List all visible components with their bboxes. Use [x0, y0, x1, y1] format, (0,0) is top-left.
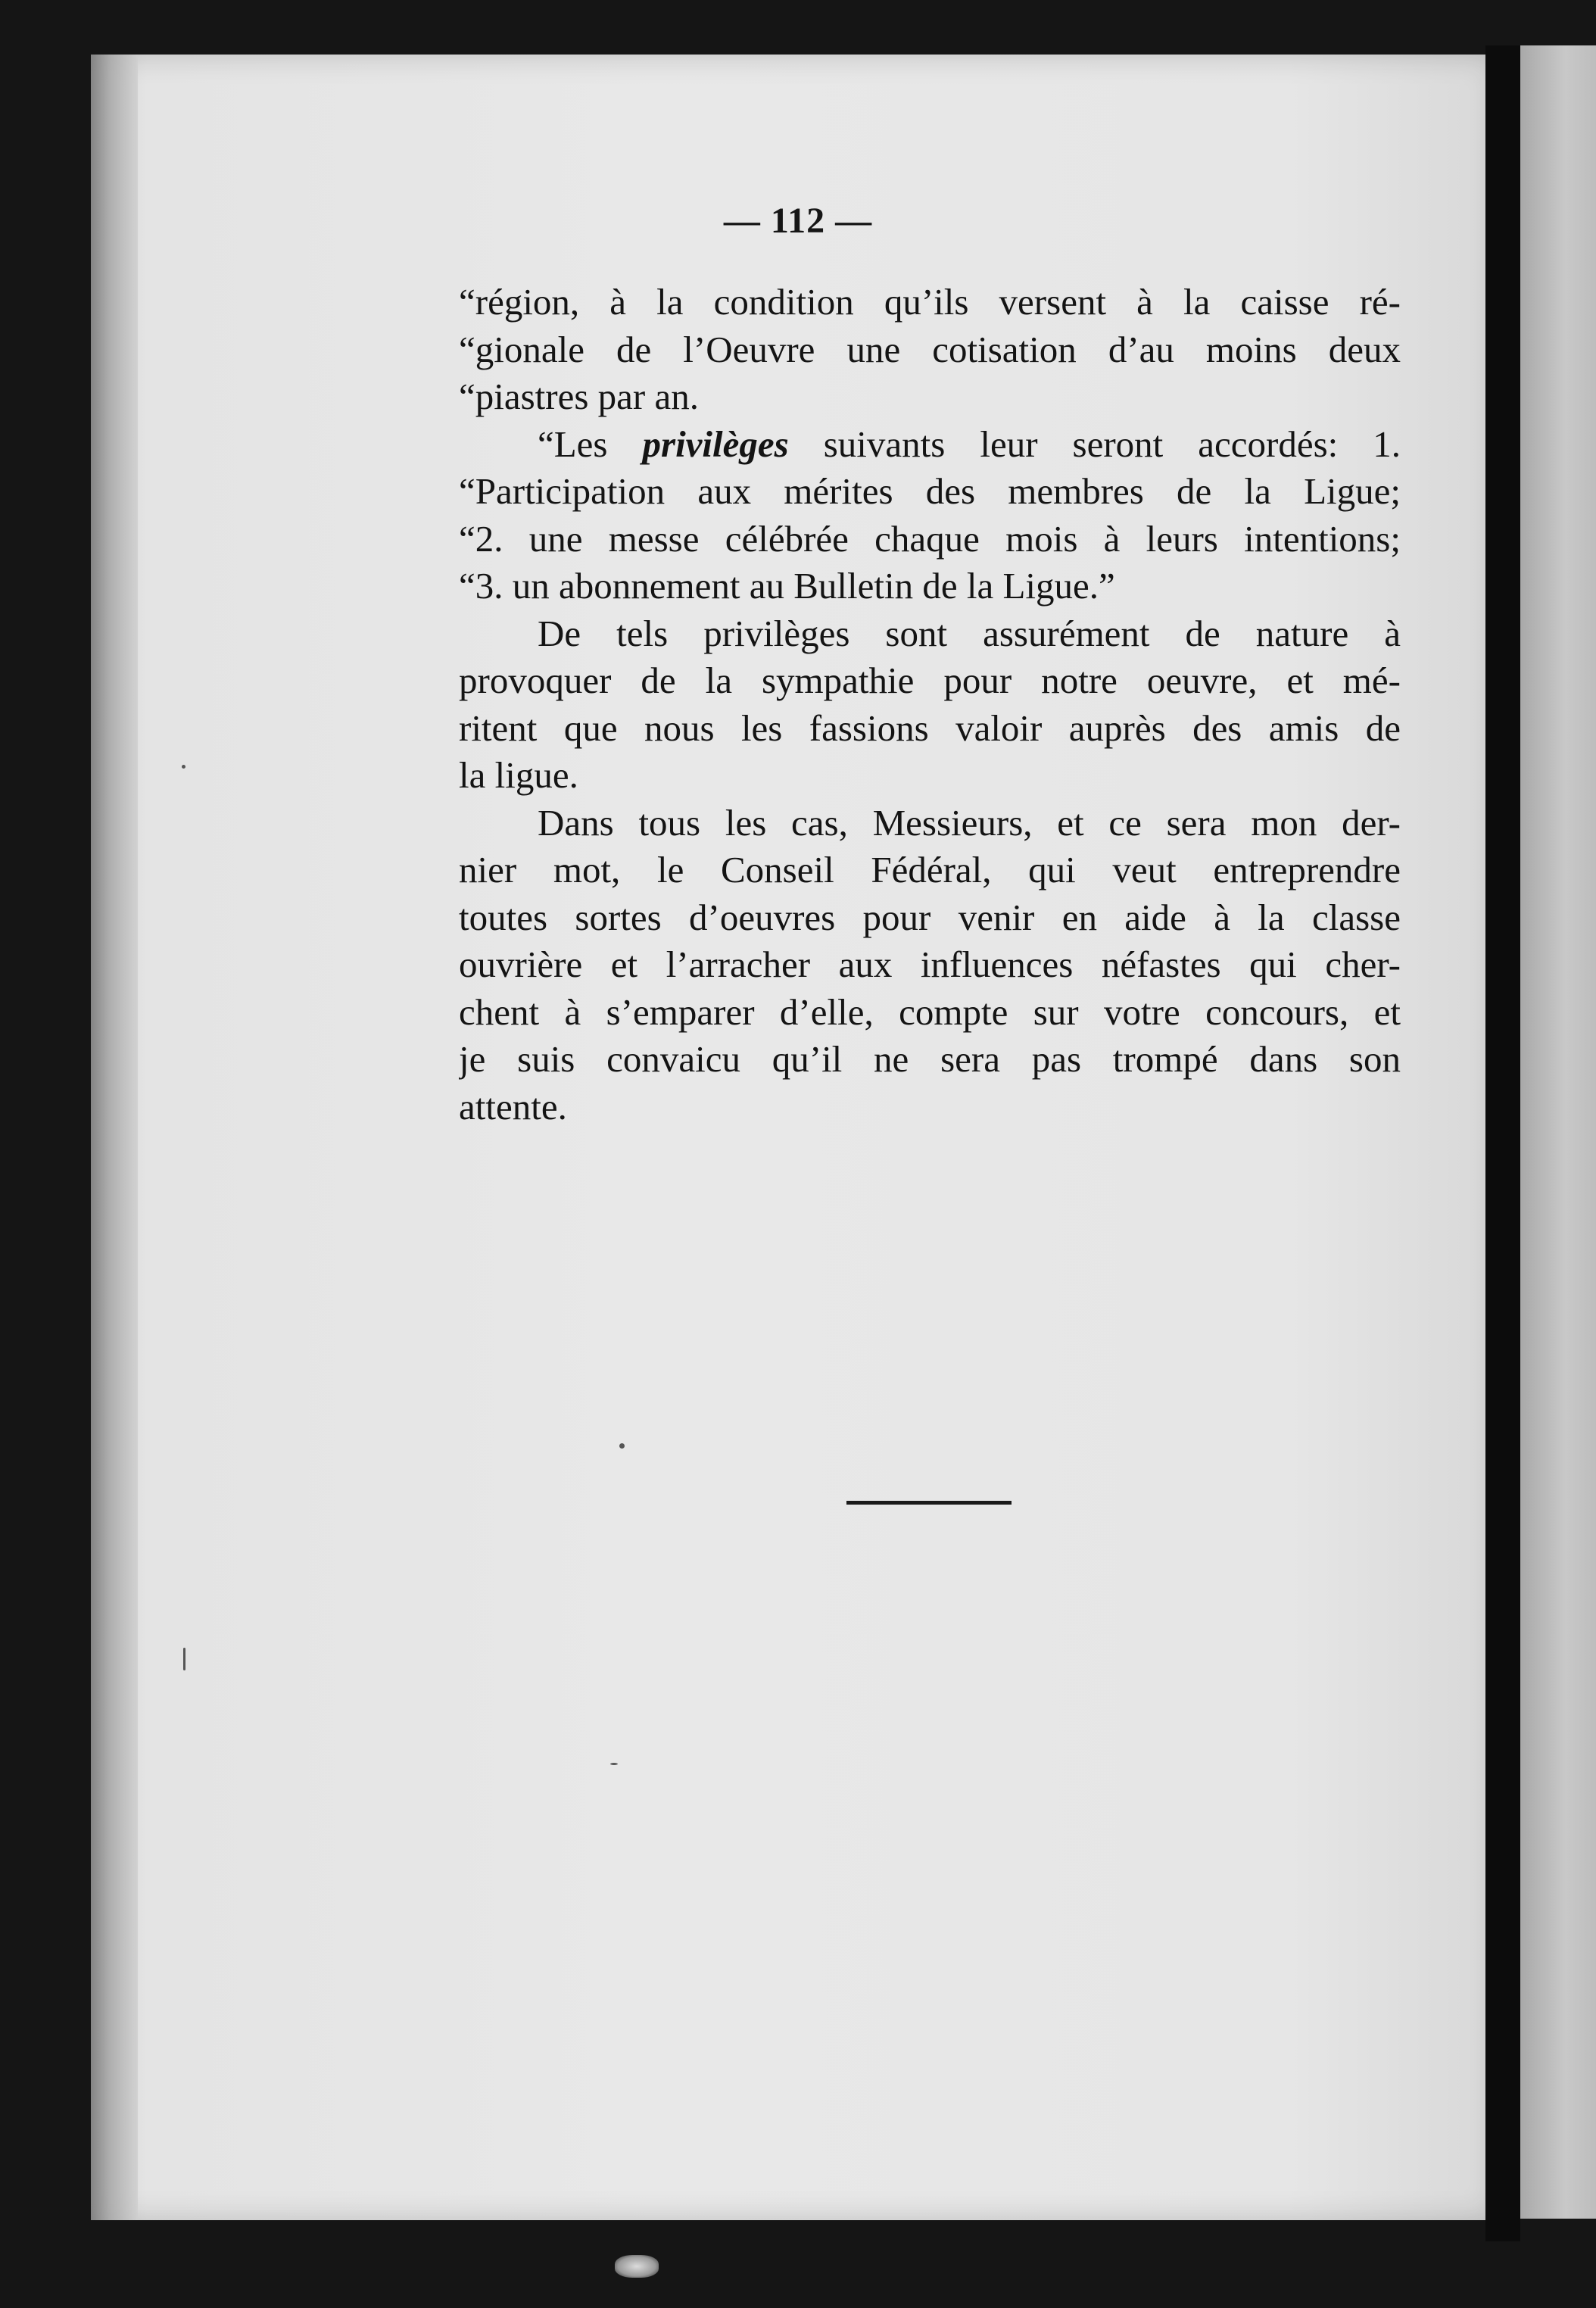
text-line: “2. une messe célébrée chaque mois à leurs intentions; [459, 517, 1401, 560]
ink-speck [182, 765, 185, 769]
text-fragment: “Les [538, 423, 643, 465]
scan-smudge [615, 2255, 659, 2278]
text-fragment [789, 423, 824, 465]
page-gutter [1485, 45, 1520, 2241]
text-line: ritent que nous les fassions valoir auprès des amis de [459, 706, 1401, 749]
text-line: “gionale de l’Oeuvre une cotisation d’au moins deux [459, 328, 1401, 370]
text-line: “3. un abonnement au Bulletin de la Ligue.” [459, 565, 1115, 607]
text-line: je suis convaicu qu’il ne sera pas trompé dans son [459, 1038, 1401, 1080]
text-line: ouvrière et l’arracher aux influences néfastes qui cher- [459, 943, 1401, 985]
text-line: attente. [459, 1085, 567, 1127]
binding-edge [91, 55, 138, 2220]
page-number: — 112 — [723, 201, 873, 241]
text-line: chent à s’emparer d’elle, compte sur votre concours, et [459, 990, 1401, 1033]
text-line: “piastres par an. [459, 376, 699, 417]
text-line: toutes sortes d’oeuvres pour venir en aide à la classe [459, 896, 1401, 938]
ink-speck [183, 1648, 185, 1670]
text-line: “Participation aux mérites des membres de la Ligue; [459, 470, 1401, 512]
text-line: Dans tous les cas, Messieurs, et ce sera mon der- [538, 801, 1401, 844]
ink-speck [610, 1763, 618, 1765]
text-line: la ligue. [459, 754, 578, 796]
text-fragment: suivants leur seront accordés: 1. [823, 423, 1401, 465]
text-line: provoquer de la sympathie pour notre oeuvre, et mé- [459, 660, 1401, 701]
italic-word: privilèges [642, 423, 789, 465]
text-line: “région, à la condition qu’ils versent à la caisse ré- [459, 281, 1401, 323]
body-text [459, 279, 1401, 1131]
ink-speck [619, 1443, 625, 1449]
text-line: De tels privilèges sont assurément de nature à [538, 612, 1401, 654]
text-line: nier mot, le Conseil Fédéral, qui veut entreprendre [459, 849, 1401, 890]
text-line-privileges [459, 421, 1401, 469]
end-rule [846, 1501, 1012, 1505]
next-page-edge [1520, 45, 1596, 2219]
